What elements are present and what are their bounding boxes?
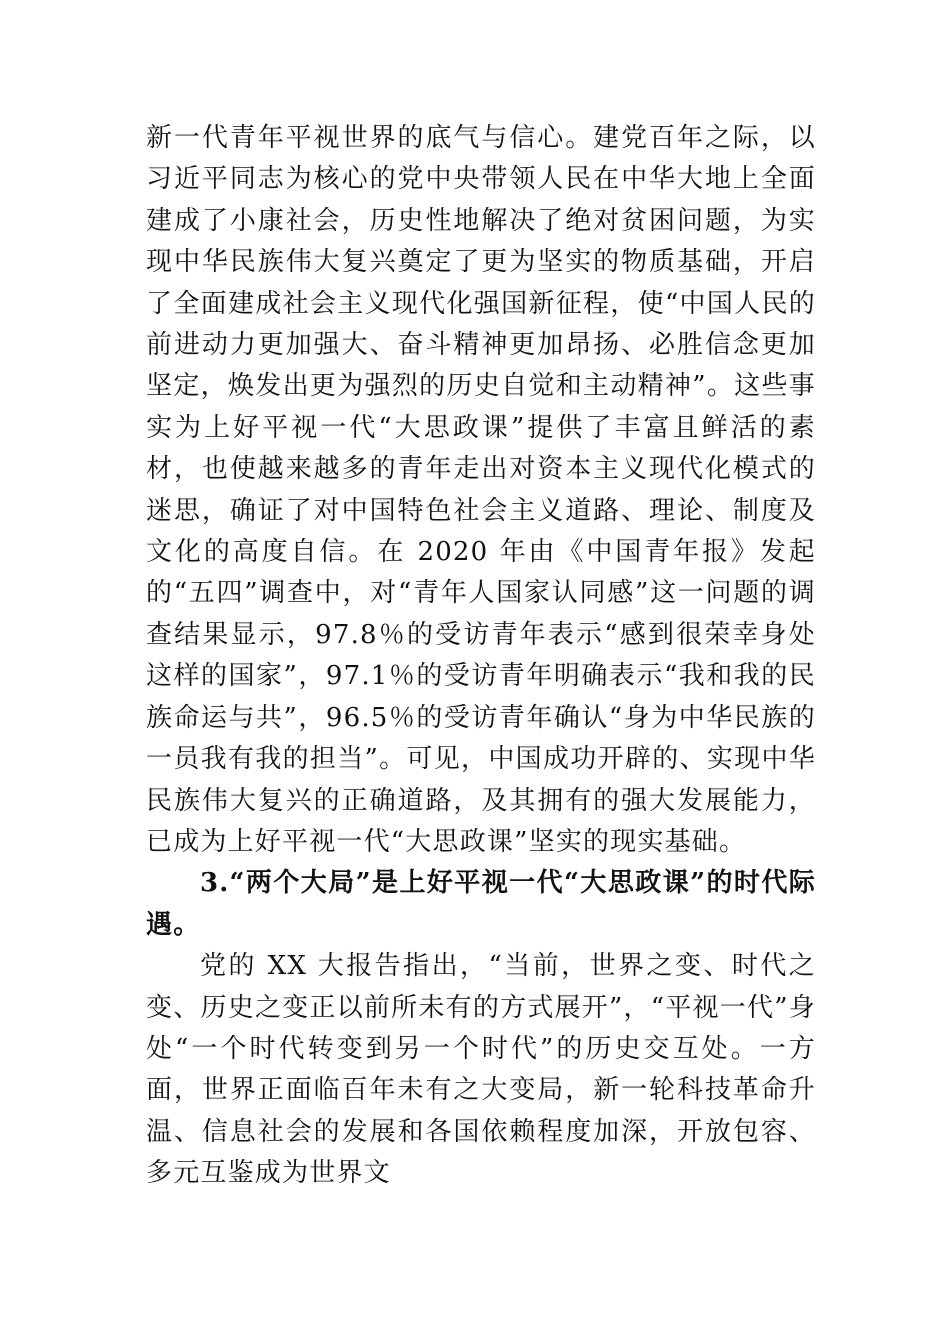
document-body xyxy=(146,118,816,1195)
section-heading: 3.“两个大局”是上好平视一代“大思政课”的时代际遇。 xyxy=(146,868,816,940)
paragraph-continued: 新一代青年平视世界的底气与信心。建党百年之际，以习近平同志为核心的党中央带领人民在中华大地上全面建成了小康社会，历史性地解决了绝对贫困问题，为实现中华民族伟大复兴奠定了更为坚实的物质基础，开启了全面建成社会主义现代化强国新征程，使“中国人民的前进动力更加强大、奋斗精神更加昂扬、必胜信念更加坚定，焕发出更为强烈的历史自觉和主动精神”。这些事实为上好平视一代“大思政课”提供了丰富且鲜活的素材，也使越来越多的青年走出对资本主义现代化模式的迷思，确证了对中国特色社会主义道路、理论、制度及文化的高度自信。在 2020 年由《中国青年报》发起的“五四”调查中，对“青年人国家认同感”这一问题的调查结果显示，97.8％的受访青年表示“感到很荣幸身处这样的国家”，97.1％的受访青年明确表示“我和我的民族命运与共”，96.5％的受访青年确认“身为中华民族的一员我有我的担当”。可见，中国成功开辟的、实现中华民族伟大复兴的正确道路，及其拥有的强大发展能力，已成为上好平视一代“大思政课”坚实的现实基础。 xyxy=(146,123,816,857)
paragraph: 党的 XX 大报告指出，“当前，世界之变、时代之变、历史之变正以前所未有的方式展开”，“平视一代”身处“一个时代转变到另一个时代”的历史交互处。一方面，世界正面临百年未有之大变局，新一轮科技革命升温、信息社会的发展和各国依赖程度加深，开放包容、多元互鉴成为世界文 xyxy=(146,951,816,1189)
